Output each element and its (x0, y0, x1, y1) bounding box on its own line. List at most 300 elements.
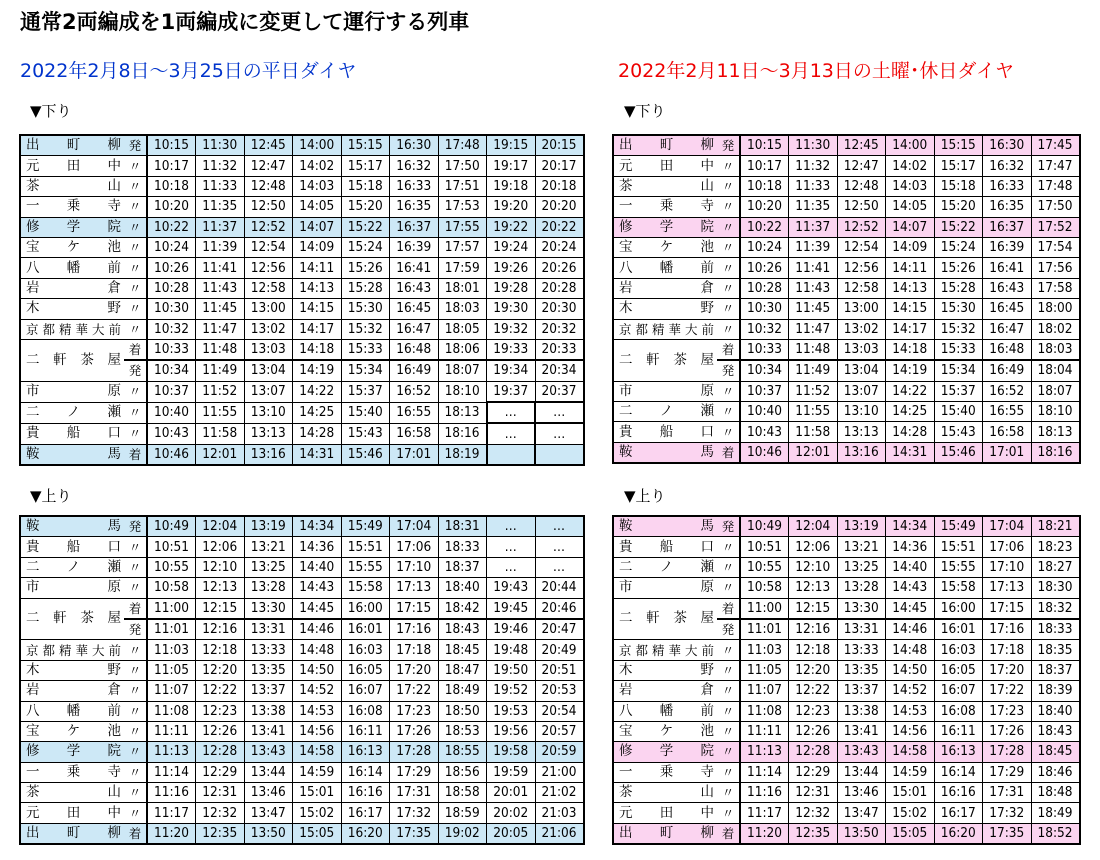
time-cell: 13:16 (244, 444, 293, 465)
time-cell: 17:04 (983, 516, 1032, 537)
station-name: 貴船口 (20, 537, 124, 557)
station-name: 貴船口 (613, 422, 717, 442)
time-cell: 11:13 (147, 742, 196, 762)
time-cell: … (535, 402, 584, 423)
time-cell: 19:50 (487, 660, 536, 680)
stop-mark: 〃 (717, 701, 740, 721)
time-cell: 16:55 (390, 402, 439, 423)
stop-mark: 着 (124, 598, 147, 619)
table-row (613, 783, 1080, 803)
time-cell: 15:40 (934, 402, 983, 422)
time-cell: 17:18 (983, 640, 1032, 660)
time-cell: 20:02 (487, 803, 536, 823)
time-cell: 12:18 (789, 640, 838, 660)
time-cell: 17:18 (390, 640, 439, 660)
station-name: 鞍馬 (20, 444, 124, 465)
time-cell: 21:02 (535, 783, 584, 803)
time-cell: 16:58 (983, 422, 1032, 442)
table-row (613, 197, 1080, 217)
time-cell: 16:13 (934, 742, 983, 762)
time-cell: 18:39 (1031, 681, 1080, 701)
table-row (20, 339, 584, 360)
time-cell: 12:23 (789, 701, 838, 721)
time-cell: 15:33 (341, 339, 390, 360)
time-cell: 17:23 (983, 701, 1032, 721)
stop-mark: 〃 (717, 237, 740, 257)
time-cell: 20:54 (535, 701, 584, 721)
time-cell: 15:02 (886, 803, 935, 823)
time-cell: … (535, 423, 584, 444)
station-name: 貴船口 (20, 423, 124, 444)
time-cell: 10:24 (740, 237, 789, 257)
table-row (613, 660, 1080, 680)
table-row (20, 783, 584, 803)
time-cell: 10:46 (147, 444, 196, 465)
time-cell: 18:02 (1031, 319, 1080, 339)
time-cell: 16:33 (390, 176, 439, 196)
stop-mark: 〃 (124, 640, 147, 660)
station-name: 市原 (613, 381, 717, 401)
time-cell: 16:45 (390, 299, 439, 319)
time-cell: 16:07 (341, 681, 390, 701)
time-cell: 17:35 (983, 823, 1032, 844)
time-cell: 16:08 (934, 701, 983, 721)
stop-mark: 〃 (124, 217, 147, 237)
time-cell: 19:28 (487, 278, 536, 298)
time-cell: 14:17 (886, 319, 935, 339)
table-row (20, 640, 584, 660)
time-cell: 10:18 (147, 176, 196, 196)
time-cell: 14:15 (293, 299, 342, 319)
time-cell: 14:00 (293, 135, 342, 156)
time-cell: 14:43 (886, 578, 935, 598)
time-cell: 15:15 (934, 135, 983, 156)
stop-mark: 発 (124, 135, 147, 156)
time-cell: 16:17 (934, 803, 983, 823)
stop-mark: 着 (717, 442, 740, 463)
time-cell: 17:50 (1031, 197, 1080, 217)
time-cell: 10:20 (740, 197, 789, 217)
time-cell: 17:01 (983, 442, 1032, 463)
time-cell: 20:34 (535, 360, 584, 381)
time-cell: 20:59 (535, 742, 584, 762)
time-cell: 11:16 (740, 783, 789, 803)
time-cell: 13:10 (837, 402, 886, 422)
time-cell: 10:15 (740, 135, 789, 156)
time-cell: 11:41 (196, 258, 245, 278)
time-cell: 16:47 (983, 319, 1032, 339)
time-cell: 11:08 (147, 701, 196, 721)
station-name: 元田中 (613, 156, 717, 176)
stop-mark: 〃 (124, 557, 147, 577)
time-cell: 18:58 (438, 783, 487, 803)
time-cell: 17:32 (390, 803, 439, 823)
stop-mark: 〃 (717, 381, 740, 401)
time-cell: 10:43 (147, 423, 196, 444)
page-title: 通常2両編成を1両編成に変更して運行する列車 (20, 10, 470, 34)
time-cell: 12:23 (196, 701, 245, 721)
time-cell: 12:52 (244, 217, 293, 237)
time-cell: 13:00 (837, 299, 886, 319)
time-cell: 15:17 (341, 156, 390, 176)
stop-mark: 着 (124, 444, 147, 465)
time-cell: 16:33 (983, 176, 1032, 196)
table-row (20, 444, 584, 465)
station-name: 茶山 (613, 783, 717, 803)
time-cell: 12:01 (789, 442, 838, 463)
time-cell: 14:56 (886, 721, 935, 741)
time-cell: 19:30 (487, 299, 536, 319)
time-cell: 12:15 (196, 598, 245, 619)
time-cell: 16:11 (341, 721, 390, 741)
time-cell: 14:34 (886, 516, 935, 537)
time-cell: 18:27 (1031, 557, 1080, 577)
time-cell: 10:51 (740, 537, 789, 557)
time-cell: 15:51 (341, 537, 390, 557)
time-cell: 11:01 (147, 619, 196, 640)
stop-mark: 〃 (717, 578, 740, 598)
time-cell: 16:13 (341, 742, 390, 762)
weekday-down-timetable (19, 134, 585, 466)
time-cell: 13:44 (244, 762, 293, 782)
time-cell: 10:58 (740, 578, 789, 598)
time-cell: 19:43 (487, 578, 536, 598)
time-cell: 14:31 (886, 442, 935, 463)
stop-mark: 〃 (717, 217, 740, 237)
time-cell: 12:16 (196, 619, 245, 640)
time-cell: … (487, 423, 536, 444)
time-cell: 18:53 (438, 721, 487, 741)
time-cell: 14:22 (886, 381, 935, 401)
time-cell: 17:53 (438, 197, 487, 217)
time-cell: 12:47 (837, 156, 886, 176)
time-cell: 13:50 (244, 823, 293, 844)
station-name: 京都精華大前 (613, 640, 717, 660)
table-row (613, 681, 1080, 701)
time-cell: 14:03 (886, 176, 935, 196)
time-cell: 20:49 (535, 640, 584, 660)
station-name: 木野 (20, 660, 124, 680)
time-cell: 15:43 (341, 423, 390, 444)
time-cell: 12:54 (244, 237, 293, 257)
table-row (613, 135, 1080, 156)
time-cell: 12:15 (789, 598, 838, 619)
time-cell: 16:48 (390, 339, 439, 360)
time-cell: 18:13 (1031, 422, 1080, 442)
time-cell: 11:30 (196, 135, 245, 156)
time-cell: 18:52 (1031, 823, 1080, 844)
time-cell: 17:13 (983, 578, 1032, 598)
time-cell: 18:19 (438, 444, 487, 465)
time-cell: 11:58 (789, 422, 838, 442)
time-cell: 13:43 (244, 742, 293, 762)
table-row (20, 660, 584, 680)
time-cell: 13:03 (837, 339, 886, 360)
time-cell: 17:55 (438, 217, 487, 237)
table-row (613, 762, 1080, 782)
time-cell: 12:29 (789, 762, 838, 782)
weekday-up-label: ▼上り (30, 487, 72, 505)
time-cell: 10:49 (147, 516, 196, 537)
table-row (20, 803, 584, 823)
time-cell: 14:53 (886, 701, 935, 721)
table-row (613, 237, 1080, 257)
station-name: 二ノ瀬 (20, 557, 124, 577)
time-cell: 20:20 (535, 197, 584, 217)
time-cell: 12:47 (244, 156, 293, 176)
table-row (20, 197, 584, 217)
time-cell: 12:52 (837, 217, 886, 237)
time-cell: 10:34 (740, 360, 789, 381)
time-cell: 17:31 (983, 783, 1032, 803)
time-cell: 12:06 (196, 537, 245, 557)
station-name: 二ノ瀬 (613, 557, 717, 577)
table-row (613, 402, 1080, 422)
table-row (20, 598, 584, 619)
time-cell: 11:47 (789, 319, 838, 339)
time-cell: 16:30 (390, 135, 439, 156)
time-cell: 10:32 (740, 319, 789, 339)
time-cell: 19:53 (487, 701, 536, 721)
time-cell: 11:49 (789, 360, 838, 381)
time-cell: 10:17 (147, 156, 196, 176)
stop-mark: 〃 (124, 681, 147, 701)
stop-mark: 〃 (717, 278, 740, 298)
time-cell: 14:45 (886, 598, 935, 619)
time-cell: 10:15 (147, 135, 196, 156)
station-name: 二ノ瀬 (20, 402, 124, 423)
time-cell: 16:20 (341, 823, 390, 844)
time-cell: 13:31 (837, 619, 886, 640)
time-cell: 16:07 (934, 681, 983, 701)
time-cell: 10:51 (147, 537, 196, 557)
station-name: 茶山 (20, 176, 124, 196)
stop-mark: 発 (124, 360, 147, 381)
station-name: 鞍馬 (613, 442, 717, 463)
time-cell: 17:26 (983, 721, 1032, 741)
stop-mark: 〃 (124, 278, 147, 298)
time-cell: 21:06 (535, 823, 584, 844)
time-cell: … (535, 557, 584, 577)
time-cell: 16:35 (390, 197, 439, 217)
time-cell: 14:19 (886, 360, 935, 381)
time-cell: 16:11 (934, 721, 983, 741)
time-cell: 14:59 (886, 762, 935, 782)
time-cell: 19:33 (487, 339, 536, 360)
time-cell: 16:05 (934, 660, 983, 680)
stop-mark: 発 (717, 619, 740, 640)
station-name: 八幡前 (20, 258, 124, 278)
table-row (20, 135, 584, 156)
time-cell: … (487, 516, 536, 537)
table-row (613, 640, 1080, 660)
time-cell: 13:33 (837, 640, 886, 660)
stop-mark: 〃 (124, 299, 147, 319)
station-name: 木野 (613, 660, 717, 680)
time-cell: 16:30 (983, 135, 1032, 156)
time-cell: 10:55 (147, 557, 196, 577)
time-cell: 14:05 (886, 197, 935, 217)
time-cell: 15:28 (341, 278, 390, 298)
station-name: 京都精華大前 (613, 319, 717, 339)
time-cell: 18:10 (438, 381, 487, 402)
time-cell: 15:26 (934, 258, 983, 278)
time-cell: 14:58 (886, 742, 935, 762)
time-cell: 11:39 (196, 237, 245, 257)
time-cell: 14:28 (886, 422, 935, 442)
time-cell: 14:13 (886, 278, 935, 298)
time-cell: 15:20 (341, 197, 390, 217)
time-cell: 12:31 (196, 783, 245, 803)
time-cell: 13:46 (244, 783, 293, 803)
station-name: 木野 (613, 299, 717, 319)
time-cell: 13:25 (244, 557, 293, 577)
time-cell: 13:28 (837, 578, 886, 598)
time-cell: 16:03 (341, 640, 390, 660)
time-cell: 12:35 (196, 823, 245, 844)
time-cell: 15:34 (341, 360, 390, 381)
time-cell: … (487, 402, 536, 423)
time-cell: 17:58 (1031, 278, 1080, 298)
stop-mark: 〃 (124, 402, 147, 423)
time-cell: 15:24 (934, 237, 983, 257)
station-name: 市原 (20, 381, 124, 402)
time-cell: 11:48 (789, 339, 838, 360)
time-cell: 19:45 (487, 598, 536, 619)
station-name: 元田中 (613, 803, 717, 823)
station-name: 修学院 (613, 217, 717, 237)
station-name: 市原 (613, 578, 717, 598)
stop-mark: 〃 (717, 803, 740, 823)
time-cell: 10:26 (740, 258, 789, 278)
station-name: 木野 (20, 299, 124, 319)
time-cell: 19:48 (487, 640, 536, 660)
time-cell: 12:45 (244, 135, 293, 156)
time-cell: 13:16 (837, 442, 886, 463)
time-cell: 18:46 (1031, 762, 1080, 782)
time-cell: 18:13 (438, 402, 487, 423)
time-cell: 17:06 (390, 537, 439, 557)
time-cell: 12:50 (837, 197, 886, 217)
station-name: 出町柳 (20, 135, 124, 156)
stop-mark: 〃 (717, 640, 740, 660)
station-name: 宝ケ池 (20, 237, 124, 257)
time-cell: 10:18 (740, 176, 789, 196)
time-cell: 15:05 (886, 823, 935, 844)
time-cell: 12:54 (837, 237, 886, 257)
time-cell: 17:10 (983, 557, 1032, 577)
time-cell: 12:20 (789, 660, 838, 680)
time-cell: 18:43 (438, 619, 487, 640)
time-cell: 15:28 (934, 278, 983, 298)
time-cell: 17:28 (983, 742, 1032, 762)
time-cell: 16:58 (390, 423, 439, 444)
time-cell: 17:10 (390, 557, 439, 577)
stop-mark: 〃 (124, 381, 147, 402)
time-cell: 15:49 (934, 516, 983, 537)
time-cell: 15:49 (341, 516, 390, 537)
time-cell: 16:35 (983, 197, 1032, 217)
table-row (613, 176, 1080, 196)
time-cell: 19:58 (487, 742, 536, 762)
time-cell: 18:55 (438, 742, 487, 762)
time-cell: 15:34 (934, 360, 983, 381)
station-name: 元田中 (20, 156, 124, 176)
time-cell: 12:29 (196, 762, 245, 782)
table-row (613, 442, 1080, 463)
time-cell: 14:18 (886, 339, 935, 360)
time-cell: 11:33 (196, 176, 245, 196)
time-cell: 13:07 (837, 381, 886, 401)
stop-mark: 〃 (124, 803, 147, 823)
time-cell: 19:32 (487, 319, 536, 339)
time-cell: 17:13 (390, 578, 439, 598)
time-cell: 16:14 (934, 762, 983, 782)
stop-mark: 発 (717, 360, 740, 381)
stop-mark: 〃 (124, 156, 147, 176)
stop-mark: 〃 (124, 237, 147, 257)
time-cell: 16:39 (390, 237, 439, 257)
table-row (20, 578, 584, 598)
time-cell: 15:30 (934, 299, 983, 319)
table-row (20, 762, 584, 782)
time-cell: 14:50 (293, 660, 342, 680)
holiday-down-label: ▼下り (624, 102, 666, 120)
time-cell: 12:10 (196, 557, 245, 577)
stop-mark: 〃 (124, 742, 147, 762)
time-cell: 18:10 (1031, 402, 1080, 422)
time-cell: 10:40 (147, 402, 196, 423)
time-cell: 11:14 (147, 762, 196, 782)
table-row (20, 721, 584, 741)
time-cell: 18:23 (1031, 537, 1080, 557)
time-cell: 11:03 (740, 640, 789, 660)
table-row (613, 537, 1080, 557)
time-cell: 11:37 (789, 217, 838, 237)
time-cell: 15:30 (341, 299, 390, 319)
time-cell: 13:38 (837, 701, 886, 721)
time-cell: 11:47 (196, 319, 245, 339)
stop-mark: 〃 (124, 423, 147, 444)
station-name: 宝ケ池 (613, 721, 717, 741)
time-cell: 11:32 (789, 156, 838, 176)
time-cell: 14:52 (886, 681, 935, 701)
weekday-up-timetable (19, 515, 585, 845)
time-cell: … (487, 537, 536, 557)
time-cell: 11:43 (196, 278, 245, 298)
table-row (613, 156, 1080, 176)
time-cell: 18:49 (438, 681, 487, 701)
time-cell: 12:28 (196, 742, 245, 762)
time-cell: 12:16 (789, 619, 838, 640)
time-cell: 11:11 (147, 721, 196, 741)
stop-mark: 〃 (717, 742, 740, 762)
time-cell: 18:00 (1031, 299, 1080, 319)
time-cell: 12:58 (244, 278, 293, 298)
time-cell: 14:28 (293, 423, 342, 444)
station-name: 二ノ瀬 (613, 402, 717, 422)
time-cell: 17:15 (390, 598, 439, 619)
time-cell: 19:15 (487, 135, 536, 156)
table-row (20, 299, 584, 319)
time-cell: 20:30 (535, 299, 584, 319)
time-cell: 11:17 (147, 803, 196, 823)
time-cell: 16:08 (341, 701, 390, 721)
time-cell: 18:33 (1031, 619, 1080, 640)
time-cell: 16:17 (341, 803, 390, 823)
time-cell: 12:04 (196, 516, 245, 537)
stop-mark: 〃 (717, 176, 740, 196)
